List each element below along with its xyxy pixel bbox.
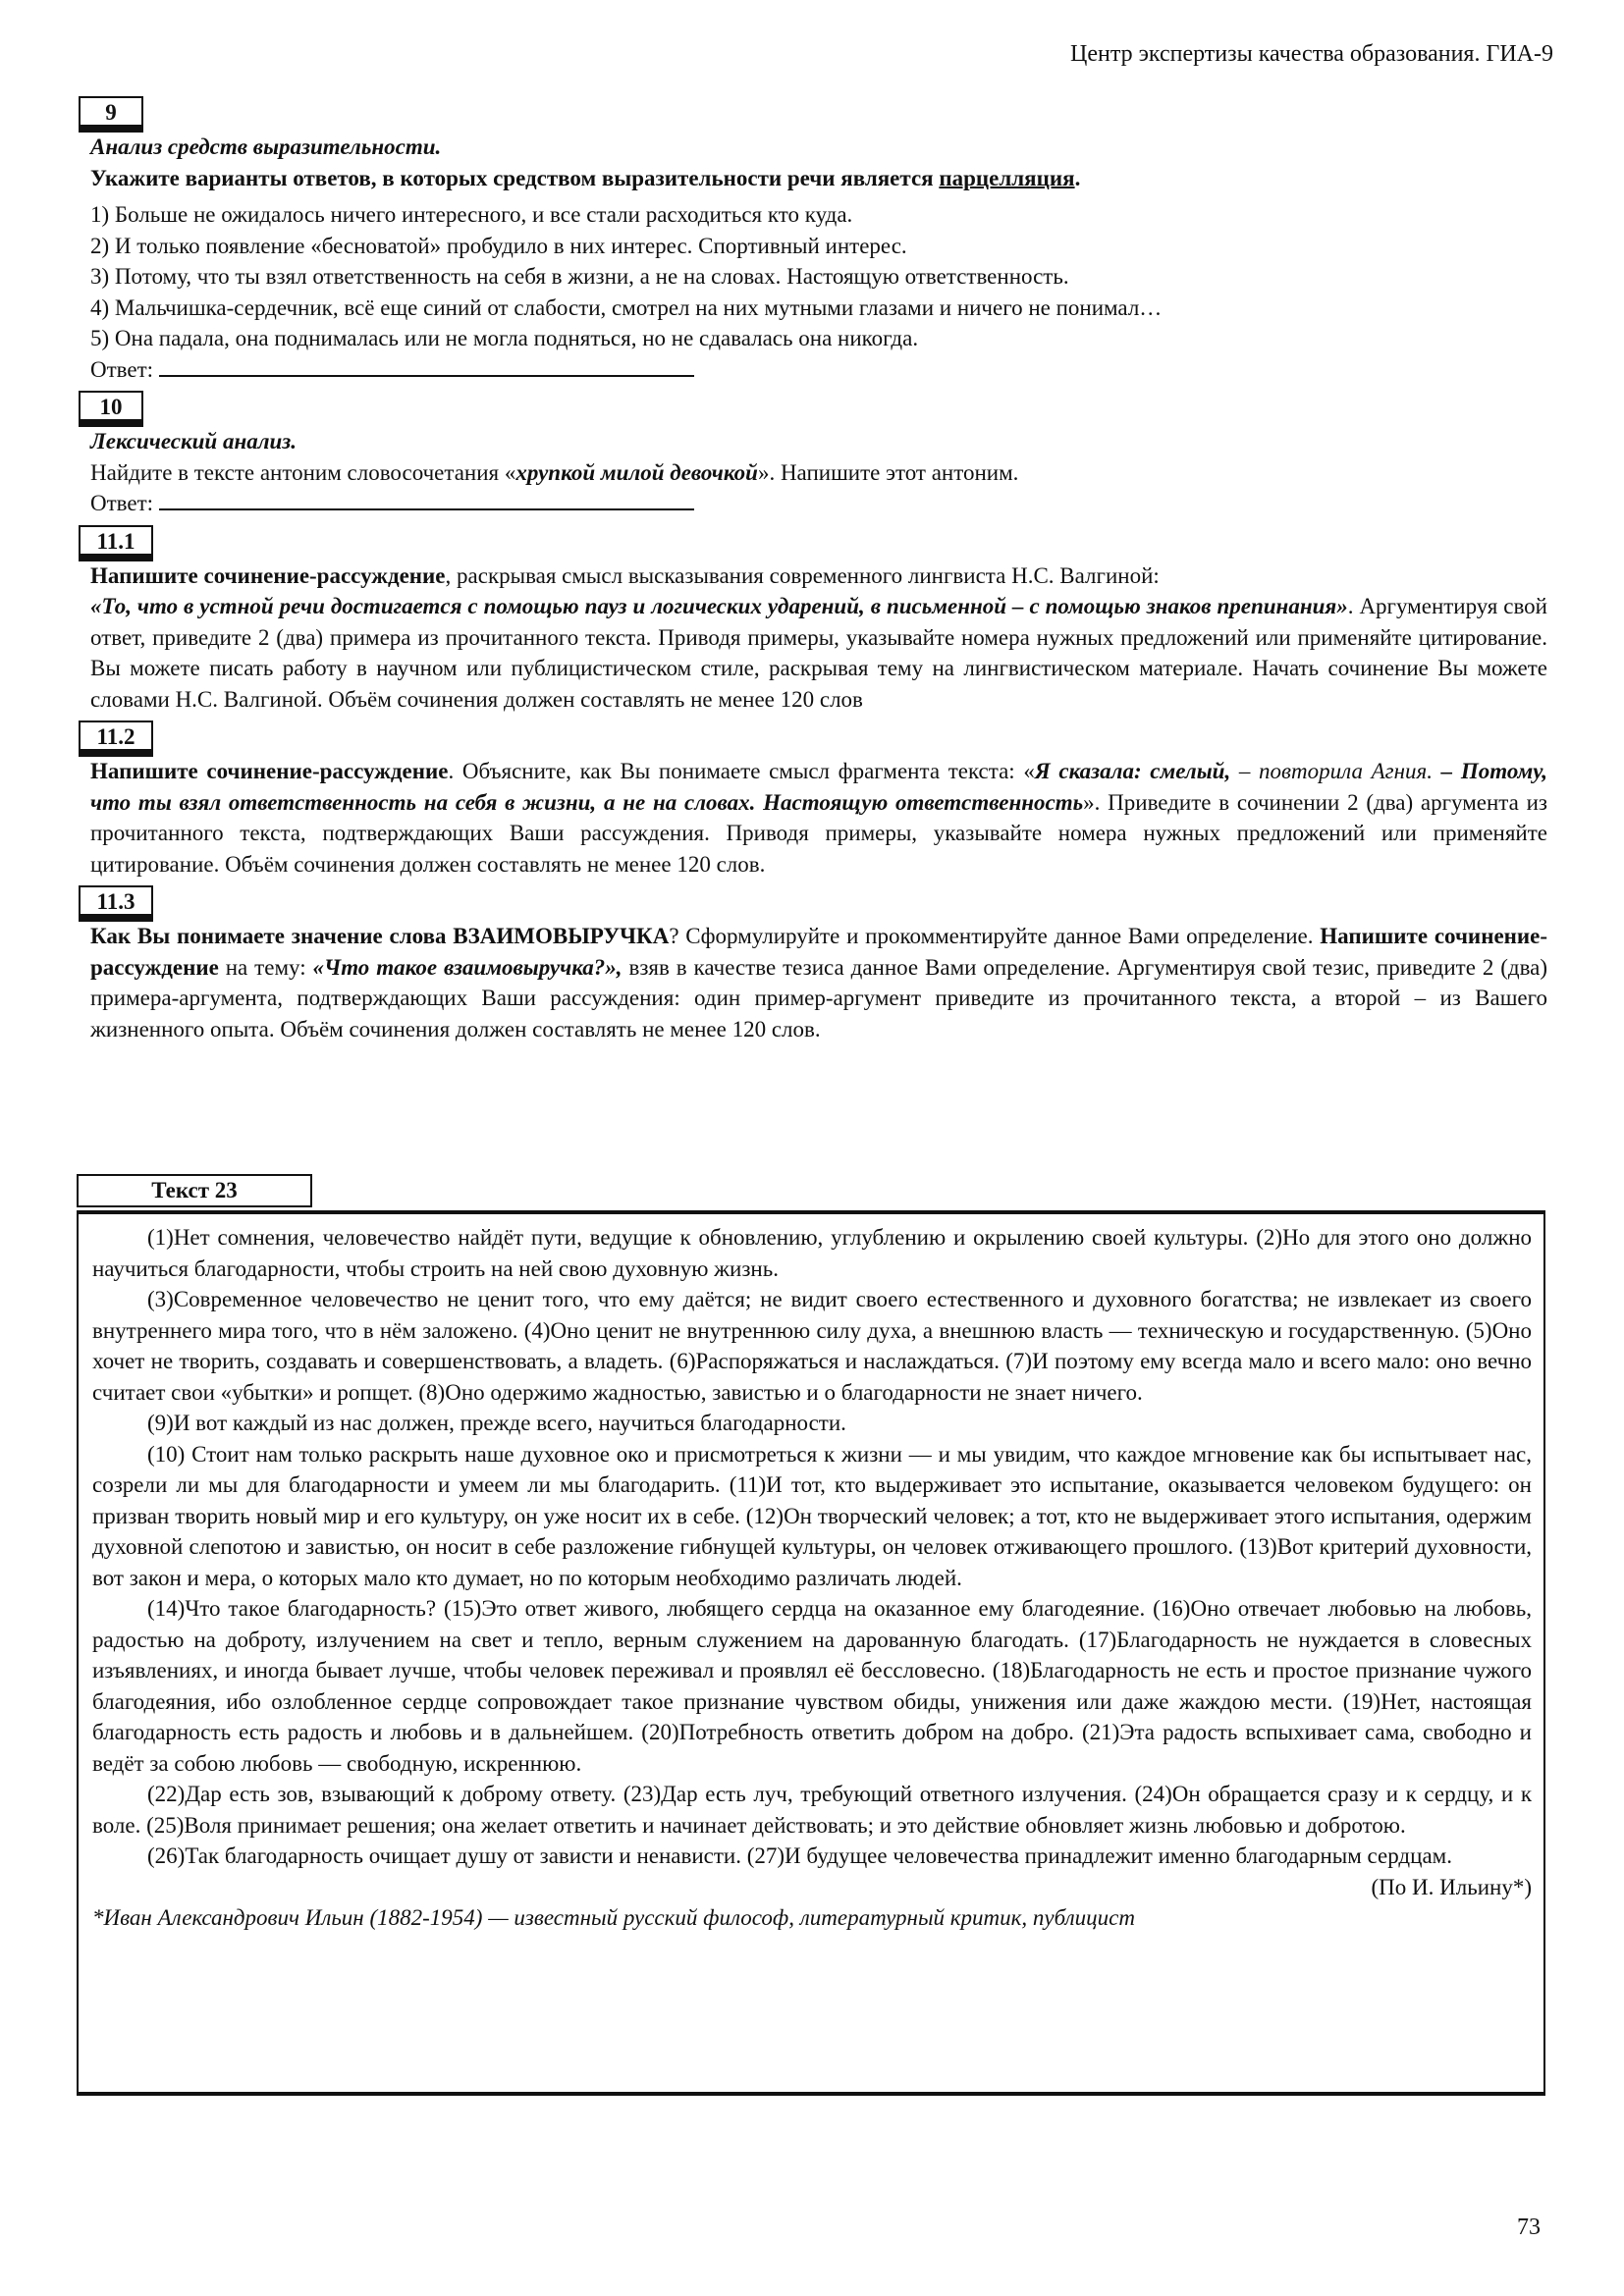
- answer-label: Ответ:: [90, 356, 154, 382]
- task-number-10: 10: [79, 391, 143, 424]
- task-11-2-body: ». Приведите в сочинении 2 (два) аргумента из прочитанного текста, подтверждающих Ваши рассуждения. Приводя примеры, указывайте номера нужных предложений или применяйте цитирование. Объём сочинения должен составлять не менее 120 слов.: [90, 789, 1547, 877]
- task-11-1-body: . Аргументируя свой ответ, приведите 2 (два) примера из прочитанного текста. Приводя примеры, указывайте номера нужных предложений или применяйте цитирование. Вы можете писать работу в научном или публицистическом стиле, раскрывая тему на лингвистическом материале. Начать сочинение Вы можете словами Н.С. Валгиной. Объём сочинения должен составлять не менее 120 слов: [90, 594, 1547, 712]
- page-number: 73: [1517, 2215, 1541, 2240]
- task-11-1: [90, 525, 1547, 716]
- task-number-9: 9: [79, 96, 143, 130]
- task-11-3: [90, 885, 1547, 1044]
- option-3: 3) Потому, что ты взял ответственность на себя в жизни, а не на словах. Настоящую ответственность.: [90, 264, 1069, 289]
- text-paragraph: (22)Дар есть зов, взывающий к доброму ответу. (23)Дар есть луч, требующий ответного излучения. (24)Он обращается сразу и к сердцу, и к воле. (25)Воля принимает решения; она желает ответить и начинает действовать; и это действие обновляет жизнь любовью и добротою.: [92, 1782, 1532, 1838]
- task-11-3-lead: Как Вы понимаете значение слова ВЗАИМОВЫРУЧКА: [90, 924, 670, 948]
- task-11-1-text: [90, 561, 1547, 716]
- task-9-instruction-end: .: [1074, 165, 1081, 190]
- option-2: 2) И только появление «бесноватой» пробудило в них интерес. Спортивный интерес.: [90, 233, 907, 258]
- task-11-1-quote: «То, что в устной речи достигается с помощью пауз и логических ударений, в письменной – с помощью знаков препинания»: [90, 594, 1348, 618]
- tasks-section: [90, 96, 1547, 1044]
- text-paragraph: (9)И вот каждый из нас должен, прежде всего, научиться благодарности.: [147, 1411, 846, 1435]
- task-11-2-text: [90, 756, 1547, 880]
- task-11-3-intro: ? Сформулируйте и прокомментируйте данное Вами определение.: [669, 924, 1321, 948]
- text-paragraph: (3)Современное человечество не ценит того, что ему даётся; не видит своего естественного и духовного богатства; не извлекает из своего внутреннего мира того, что в нём заложено. (4)Оно ценит не внутреннюю силу духа, а внешнюю власть — техническую и государственную. (5)Оно хочет не творить, создавать и совершенствовать, а владеть. (6)Распоряжаться и наслаждаться. (7)И поэтому ему всегда мало и всего мало: оно вечно считает свои «убытки» и ропщет. (8)Оно одержимо жадностью, завистью и о благодарности не знает ничего.: [92, 1287, 1532, 1405]
- text-paragraph: (1)Нет сомнения, человечество найдёт пути, ведущие к обновлению, углублению и окрылению своей культуры. (2)Но для этого оно должно научиться благодарности, чтобы строить на ней свою духовную жизнь.: [92, 1225, 1532, 1281]
- task-10-phrase: хрупкой милой девочкой: [515, 459, 758, 485]
- task-9-answer: [90, 354, 1547, 386]
- task-11-2-quote-b: – повторила Агния.: [1230, 759, 1441, 783]
- task-10-answer: [90, 488, 1547, 519]
- task-number-11-1: 11.1: [79, 525, 153, 559]
- task-11-3-bold: Напишите сочинение-рассуждение: [90, 924, 1548, 980]
- page-header: Центр экспертизы качества образования. ГИА-9: [1070, 41, 1553, 67]
- answer-line[interactable]: [159, 489, 694, 510]
- task-9-subtitle: Анализ средств выразительности.: [90, 134, 442, 159]
- task-11-2-quote-c: – Потому, что ты взял ответственность на себя в жизни, а не на словах. Настоящую ответственность: [90, 759, 1548, 815]
- task-11-2-quote-a: Я сказала: смелый,: [1034, 759, 1231, 783]
- task-9-options: [90, 199, 1547, 354]
- text-source: (По И. Ильину*): [1371, 1874, 1532, 1899]
- task-11-2-lead: Напишите сочинение-рассуждение: [90, 759, 449, 783]
- task-10-subtitle: Лексический анализ.: [90, 429, 298, 454]
- option-1: 1) Больше не ожидалось ничего интересного, и все стали расходиться кто куда.: [90, 202, 853, 227]
- text-paragraph: (10) Стоит нам только раскрыть наше духовное око и присмотреться к жизни — и мы увидим, что каждое мгновение как бы испытывает нас, созрели ли мы для благодарности и умеем ли мы благодарить. (11)И тот, кто выдерживает это испытание, оказывается человеком будущего: он призван творить новый мир и его культуру, он уже носит их в себе. (12)Он творческий человек; а тот, кто не выдерживает этого испытания, одержим духовной слепотою и завистью, он носит в себе разложение гибнущей культуры, он человек отживающего прошлого. (13)Вот критерий духовности, вот закон и мера, о которых мало кто думает, но по которым необходимо различать людей.: [92, 1441, 1532, 1590]
- answer-label: Ответ:: [90, 491, 154, 515]
- text-23-box: [77, 1210, 1545, 2096]
- task-11-3-text: [90, 921, 1547, 1044]
- task-number-11-3: 11.3: [79, 885, 153, 919]
- task-9-instruction-text: Укажите варианты ответов, в которых средством выразительности речи является: [90, 165, 940, 190]
- task-11-2: [90, 721, 1547, 880]
- option-4: 4) Мальчишка-сердечник, всё еще синий от слабости, смотрел на них мутными глазами и ничего не понимал…: [90, 294, 1163, 320]
- task-9: [90, 96, 1547, 385]
- task-11-2-intro: . Объясните, как Вы понимаете смысл фрагмента текста: «: [448, 759, 1035, 783]
- text-footnote: *Иван Александрович Ильин (1882-1954) — известный русский философ, литературный критик, публицист: [92, 1905, 1135, 1930]
- task-11-3-body: взяв в качестве тезиса данное Вами определение. Аргументируя свой тезис, приведите 2 (два) примера-аргумента, подтверждающих Ваши рассуждения: один пример-аргумент приведите из прочитанного текста, а второй – из Вашего жизненного опыта. Объём сочинения должен составлять не менее 120 слов.: [90, 954, 1548, 1041]
- text-23-title: Текст 23: [77, 1174, 312, 1207]
- task-10-instruction-end: ». Напишите этот антоним.: [757, 459, 1019, 485]
- option-5: 5) Она падала, она поднималась или не могла подняться, но не сдавалась она никогда.: [90, 326, 919, 350]
- task-9-term: парцелляция: [939, 165, 1075, 190]
- text-paragraph: (14)Что такое благодарность? (15)Это ответ живого, любящего сердца на оказанное ему благодеяние. (16)Оно отвечает любовью на любовь, радостью на доброту, излучением на свет и тепло, верным служением на дарованную благодать. (17)Благодарность не нуждается в словесных изъявлениях, и иногда бывает лучше, чтобы человек переживал и проявлял её бессловесно. (18)Благодарность не есть и простое признание чужого благодеяния, ибо озлобленное сердце сопровождает такое признание чувством обиды, унижения или даже жаждою мести. (19)Нет, настоящая благодарность есть радость и любовь и в дальнейшем. (20)Потребность ответить добром на добро. (21)Эта радость вспыхивает сама, свободно и ведёт за собою любовь — свободную, искреннюю.: [92, 1596, 1532, 1776]
- task-10-instruction: [90, 457, 1547, 489]
- task-11-1-lead: Напишите сочинение-рассуждение: [90, 562, 446, 588]
- task-11-1-intro: , раскрывая смысл высказывания современного лингвиста Н.С. Валгиной:: [445, 562, 1160, 588]
- text-paragraph: (26)Так благодарность очищает душу от зависти и ненависти. (27)И будущее человечества принадлежит именно благодарным сердцам.: [147, 1843, 1452, 1868]
- task-9-instruction: [90, 163, 1547, 194]
- answer-line[interactable]: [159, 355, 694, 377]
- task-11-3-topic: «Что такое взаимовыручка?»,: [312, 954, 623, 980]
- task-11-3-mid: на тему:: [218, 954, 313, 980]
- task-10-instruction-text: Найдите в тексте антоним словосочетания «: [90, 459, 516, 485]
- task-number-11-2: 11.2: [79, 721, 153, 754]
- task-10: [90, 391, 1547, 519]
